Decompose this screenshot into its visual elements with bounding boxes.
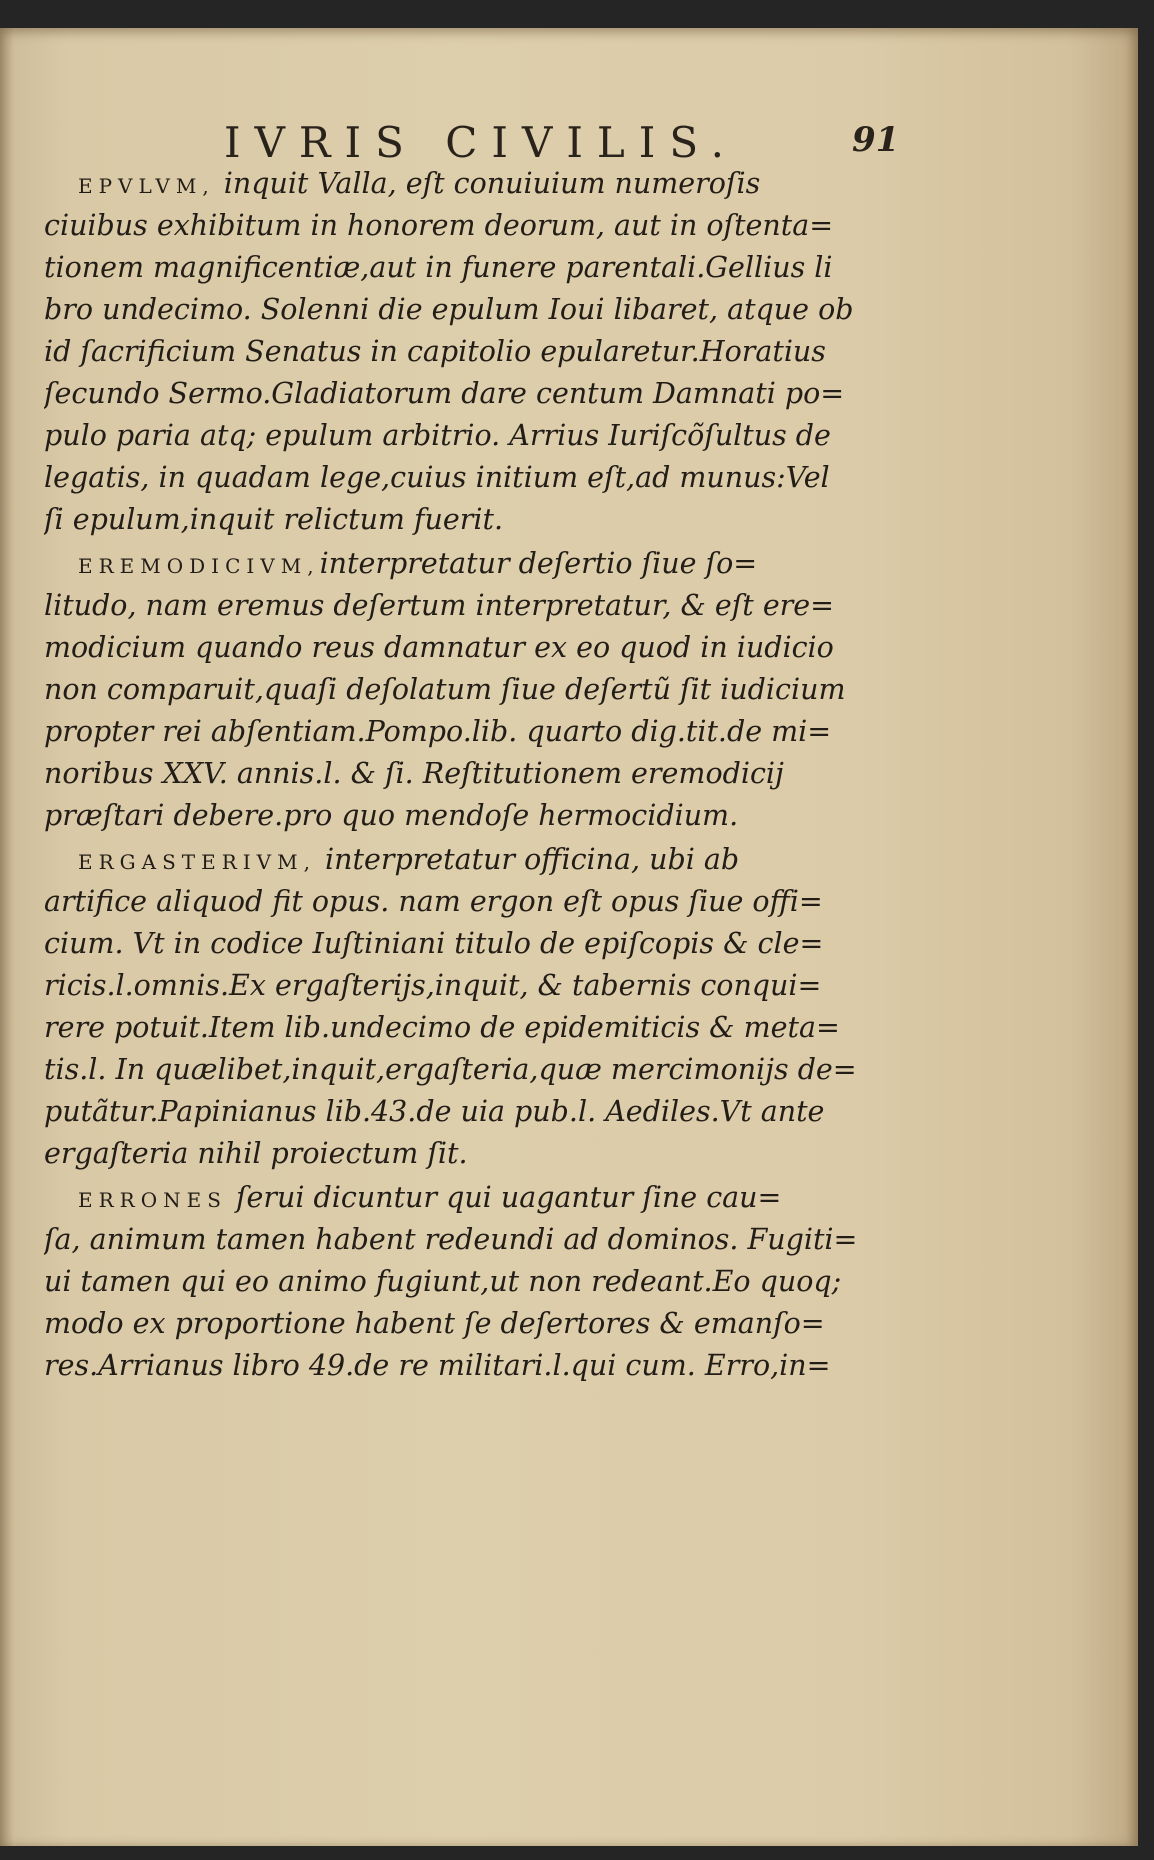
text-line-18: artifice aliquod fit opus. nam ergon eſt opus ſiue offi= xyxy=(44,885,823,918)
text-line-22: tis.l. In quælibet,inquit,ergaſteria,quæ mercimonijs de= xyxy=(44,1053,857,1086)
text-line-13: non comparuit,quaſi deſolatum ſiue deſertũ ſit iudicium xyxy=(44,673,846,706)
entry-headword: ERRONES xyxy=(78,1188,227,1212)
text-line-3: tionem magnificentiæ,aut in funere parentali.Gellius li xyxy=(44,251,833,284)
text-line-11: litudo, nam eremus deſertum interpretatur, & eſt ere= xyxy=(44,589,835,622)
text-line-15: noribus XXV. annis.l. & ſi. Reſtitutionem eremodicij xyxy=(44,757,784,790)
entry-headword: EREMODICIVM, xyxy=(78,554,320,578)
text-line-2: ciuibus exhibitum in honorem deorum, aut in oſtenta= xyxy=(44,209,834,242)
page-gutter-shadow xyxy=(0,28,14,1846)
entry-headword: ERGASTERIVM, xyxy=(78,850,316,874)
text-line-20: ricis.l.omnis.Ex ergaſterijs,inquit, & tabernis conqui= xyxy=(44,969,822,1002)
text-line-29: res.Arrianus libro 49.de re militari.l.qui cum. Erro,in= xyxy=(44,1349,831,1382)
text-line-28: modo ex proportione habent ſe deſertores & emanſo= xyxy=(44,1307,825,1340)
text-line-9: ſi epulum,inquit relictum fuerit. xyxy=(44,503,504,536)
text-line-23: putãtur.Papinianus lib.43.de uia pub.l. Aediles.Vt ante xyxy=(44,1095,825,1128)
text-line-17: ERGASTERIVM, interpretatur officina, ubi ab xyxy=(78,843,740,876)
text-line-12: modicium quando reus damnatur ex eo quod in iudicio xyxy=(44,631,834,664)
text-line-26: ſa, animum tamen habent redeundi ad dominos. Fugiti= xyxy=(44,1223,858,1256)
text-line-19: cium. Vt in codice Iuſtiniani titulo de epiſcopis & cle= xyxy=(44,927,824,960)
text-line-24: ergaſteria nihil proiectum ſit. xyxy=(44,1137,468,1170)
text-line-4: bro undecimo. Solenni die epulum Ioui libaret, atque ob xyxy=(44,293,854,326)
running-head: IVRIS CIVILIS. xyxy=(224,118,739,167)
text-line-1: EPVLVM, inquit Valla, eſt conuiuium numeroſis xyxy=(78,167,761,200)
text-line-8: legatis, in quadam lege,cuius initium eſt,ad munus:Vel xyxy=(44,461,830,494)
text-line-5: id ſacrificium Senatus in capitolio epularetur.Horatius xyxy=(44,335,826,368)
text-line-21: rere potuit.Item lib.undecimo de epidemiticis & meta= xyxy=(44,1011,840,1044)
text-line-7: pulo paria atq; epulum arbitrio. Arrius Iuriſcõſultus de xyxy=(44,419,831,452)
text-line-25: ERRONES ſerui dicuntur qui uagantur ſine cau= xyxy=(78,1181,782,1214)
text-line-16: præſtari debere.pro quo mendoſe hermocidium. xyxy=(44,799,739,832)
text-line-10: EREMODICIVM,interpretatur deſertio ſiue ſo= xyxy=(78,547,758,580)
entry-headword: EPVLVM, xyxy=(78,174,215,198)
text-line-27: ui tamen qui eo animo fugiunt,ut non redeant.Eo quoq; xyxy=(44,1265,842,1298)
text-line-6: ſecundo Sermo.Gladiatorum dare centum Damnati po= xyxy=(44,377,845,410)
text-line-14: propter rei abſentiam.Pompo.lib. quarto dig.tit.de mi= xyxy=(44,715,832,748)
page-number: 91 xyxy=(852,120,900,160)
